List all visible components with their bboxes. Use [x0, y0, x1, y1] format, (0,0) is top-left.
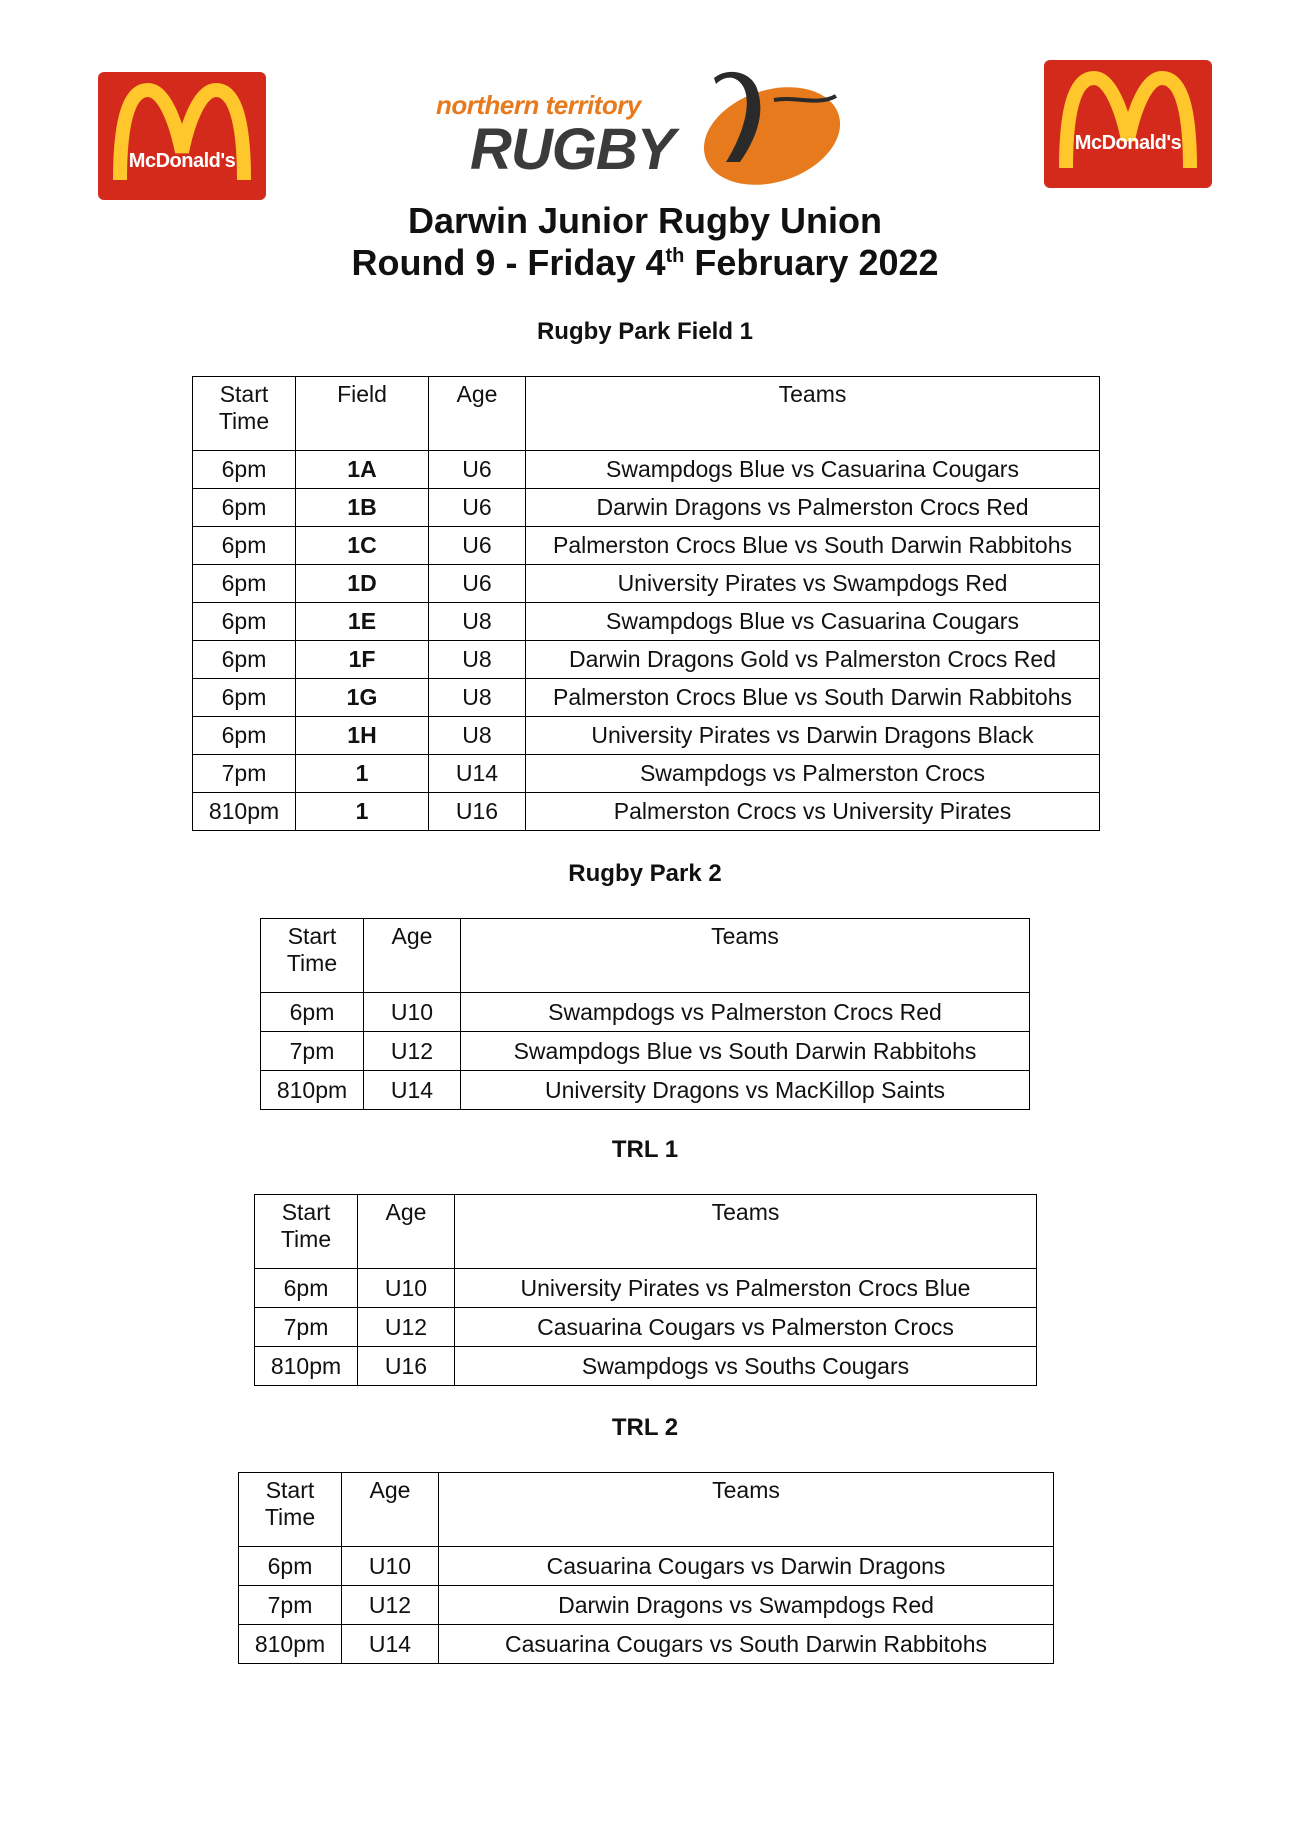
table-row [261, 993, 1030, 1032]
cell-field: 1 [296, 793, 429, 831]
cell-time: 810pm [239, 1625, 342, 1664]
col-start-time: Start Time [193, 377, 296, 451]
cell-age: U10 [358, 1269, 455, 1308]
cell-teams: Swampdogs vs Palmerston Crocs Red [461, 993, 1030, 1032]
cell-time: 6pm [193, 527, 296, 565]
field1-table [192, 376, 1100, 831]
round-subtitle [0, 242, 1290, 284]
sponsor-name: McDonald's [128, 150, 236, 172]
cell-teams: Casuarina Cougars vs South Darwin Rabbitohs [439, 1625, 1054, 1664]
table-row [193, 527, 1100, 565]
cell-field: 1H [296, 717, 429, 755]
section-heading-field1: Rugby Park Field 1 [536, 318, 754, 345]
cell-age: U6 [429, 489, 526, 527]
col-start-time: Start Time [261, 919, 364, 993]
cell-time: 6pm [255, 1269, 358, 1308]
col-teams: Teams [526, 377, 1100, 451]
cell-age: U8 [429, 641, 526, 679]
cell-teams: Palmerston Crocs Blue vs South Darwin Rabbitohs [526, 527, 1100, 565]
mcdonalds-logo-left [98, 72, 266, 200]
cell-teams: Darwin Dragons Gold vs Palmerston Crocs Red [526, 641, 1100, 679]
cell-time: 810pm [255, 1347, 358, 1386]
cell-time: 6pm [193, 679, 296, 717]
col-field: Field [296, 377, 429, 451]
nt-rugby-logo [436, 66, 836, 196]
trl1-rows [255, 1269, 1037, 1386]
cell-time: 7pm [255, 1308, 358, 1347]
col-teams: Teams [439, 1473, 1054, 1547]
field1-rows [193, 451, 1100, 831]
table-row [239, 1625, 1054, 1664]
mcdonalds-logo-right [1044, 60, 1212, 188]
rugby-ball-icon [686, 66, 846, 191]
park2-table [260, 918, 1030, 1110]
cell-time: 7pm [261, 1032, 364, 1071]
col-teams: Teams [461, 919, 1030, 993]
cell-field: 1B [296, 489, 429, 527]
logo-subtitle: northern territory [436, 90, 641, 120]
cell-teams: Swampdogs Blue vs Casuarina Cougars [526, 451, 1100, 489]
cell-time: 6pm [193, 489, 296, 527]
cell-age: U8 [429, 679, 526, 717]
cell-time: 6pm [193, 641, 296, 679]
logo-wordmark: RUGBY [470, 117, 675, 182]
date-ordinal: th [665, 245, 685, 267]
cell-teams: Swampdogs Blue vs South Darwin Rabbitohs [461, 1032, 1030, 1071]
cell-teams: Swampdogs Blue vs Casuarina Cougars [526, 603, 1100, 641]
col-start-time: Start Time [255, 1195, 358, 1269]
cell-age: U14 [364, 1071, 461, 1110]
cell-teams: Casuarina Cougars vs Darwin Dragons [439, 1547, 1054, 1586]
cell-time: 6pm [193, 717, 296, 755]
col-start-time: Start Time [239, 1473, 342, 1547]
cell-age: U6 [429, 451, 526, 489]
cell-teams: University Dragons vs MacKillop Saints [461, 1071, 1030, 1110]
cell-teams: Darwin Dragons vs Swampdogs Red [439, 1586, 1054, 1625]
cell-field: 1G [296, 679, 429, 717]
sponsor-name: McDonald's [1074, 132, 1182, 154]
cell-age: U6 [429, 565, 526, 603]
table-row [193, 603, 1100, 641]
cell-teams: Palmerston Crocs Blue vs South Darwin Rabbitohs [526, 679, 1100, 717]
section-heading-trl1: TRL 1 [611, 1136, 679, 1163]
cell-teams: Palmerston Crocs vs University Pirates [526, 793, 1100, 831]
cell-time: 6pm [239, 1547, 342, 1586]
table-row [255, 1347, 1037, 1386]
cell-field: 1D [296, 565, 429, 603]
cell-time: 810pm [261, 1071, 364, 1110]
table-row [193, 717, 1100, 755]
section-heading-trl2: TRL 2 [611, 1414, 679, 1441]
cell-field: 1E [296, 603, 429, 641]
cell-field: 1C [296, 527, 429, 565]
cell-field: 1 [296, 755, 429, 793]
page-title: Darwin Junior Rugby Union [408, 200, 882, 241]
cell-age: U12 [342, 1586, 439, 1625]
cell-time: 7pm [239, 1586, 342, 1625]
table-row [261, 1071, 1030, 1110]
cell-teams: Casuarina Cougars vs Palmerston Crocs [455, 1308, 1037, 1347]
golden-arches-icon [98, 72, 266, 200]
table-row [255, 1269, 1037, 1308]
table-row [193, 565, 1100, 603]
golden-arches-icon [1044, 60, 1212, 188]
col-age: Age [429, 377, 526, 451]
table-row [193, 641, 1100, 679]
cell-time: 6pm [193, 451, 296, 489]
cell-teams: Swampdogs vs Souths Cougars [455, 1347, 1037, 1386]
cell-age: U12 [358, 1308, 455, 1347]
cell-age: U16 [429, 793, 526, 831]
cell-age: U14 [342, 1625, 439, 1664]
trl2-rows [239, 1547, 1054, 1664]
park2-rows [261, 993, 1030, 1110]
table-row [193, 755, 1100, 793]
table-header-row [255, 1195, 1037, 1269]
cell-teams: University Pirates vs Palmerston Crocs Blue [455, 1269, 1037, 1308]
table-header-row [261, 919, 1030, 993]
table-header-row [193, 377, 1100, 451]
cell-age: U8 [429, 603, 526, 641]
col-age: Age [364, 919, 461, 993]
cell-field: 1F [296, 641, 429, 679]
table-row [193, 489, 1100, 527]
cell-age: U10 [342, 1547, 439, 1586]
trl2-table [238, 1472, 1054, 1664]
cell-age: U10 [364, 993, 461, 1032]
col-age: Age [342, 1473, 439, 1547]
table-row [261, 1032, 1030, 1071]
cell-teams: Darwin Dragons vs Palmerston Crocs Red [526, 489, 1100, 527]
table-row [193, 451, 1100, 489]
section-heading-park2: Rugby Park 2 [568, 860, 722, 887]
table-row [239, 1547, 1054, 1586]
cell-teams: University Pirates vs Darwin Dragons Black [526, 717, 1100, 755]
table-header-row [239, 1473, 1054, 1547]
table-row [193, 679, 1100, 717]
table-row [239, 1586, 1054, 1625]
table-row [193, 793, 1100, 831]
cell-time: 6pm [193, 565, 296, 603]
cell-age: U6 [429, 527, 526, 565]
table-row [255, 1308, 1037, 1347]
cell-age: U12 [364, 1032, 461, 1071]
col-teams: Teams [455, 1195, 1037, 1269]
cell-field: 1A [296, 451, 429, 489]
cell-age: U8 [429, 717, 526, 755]
cell-teams: Swampdogs vs Palmerston Crocs [526, 755, 1100, 793]
round-date-suffix: February 2022 [684, 242, 939, 283]
trl1-table [254, 1194, 1037, 1386]
cell-time: 810pm [193, 793, 296, 831]
round-date-prefix: Round 9 - Friday 4 [351, 242, 666, 283]
col-age: Age [358, 1195, 455, 1269]
cell-age: U16 [358, 1347, 455, 1386]
cell-time: 6pm [261, 993, 364, 1032]
cell-time: 7pm [193, 755, 296, 793]
cell-teams: University Pirates vs Swampdogs Red [526, 565, 1100, 603]
cell-time: 6pm [193, 603, 296, 641]
cell-age: U14 [429, 755, 526, 793]
